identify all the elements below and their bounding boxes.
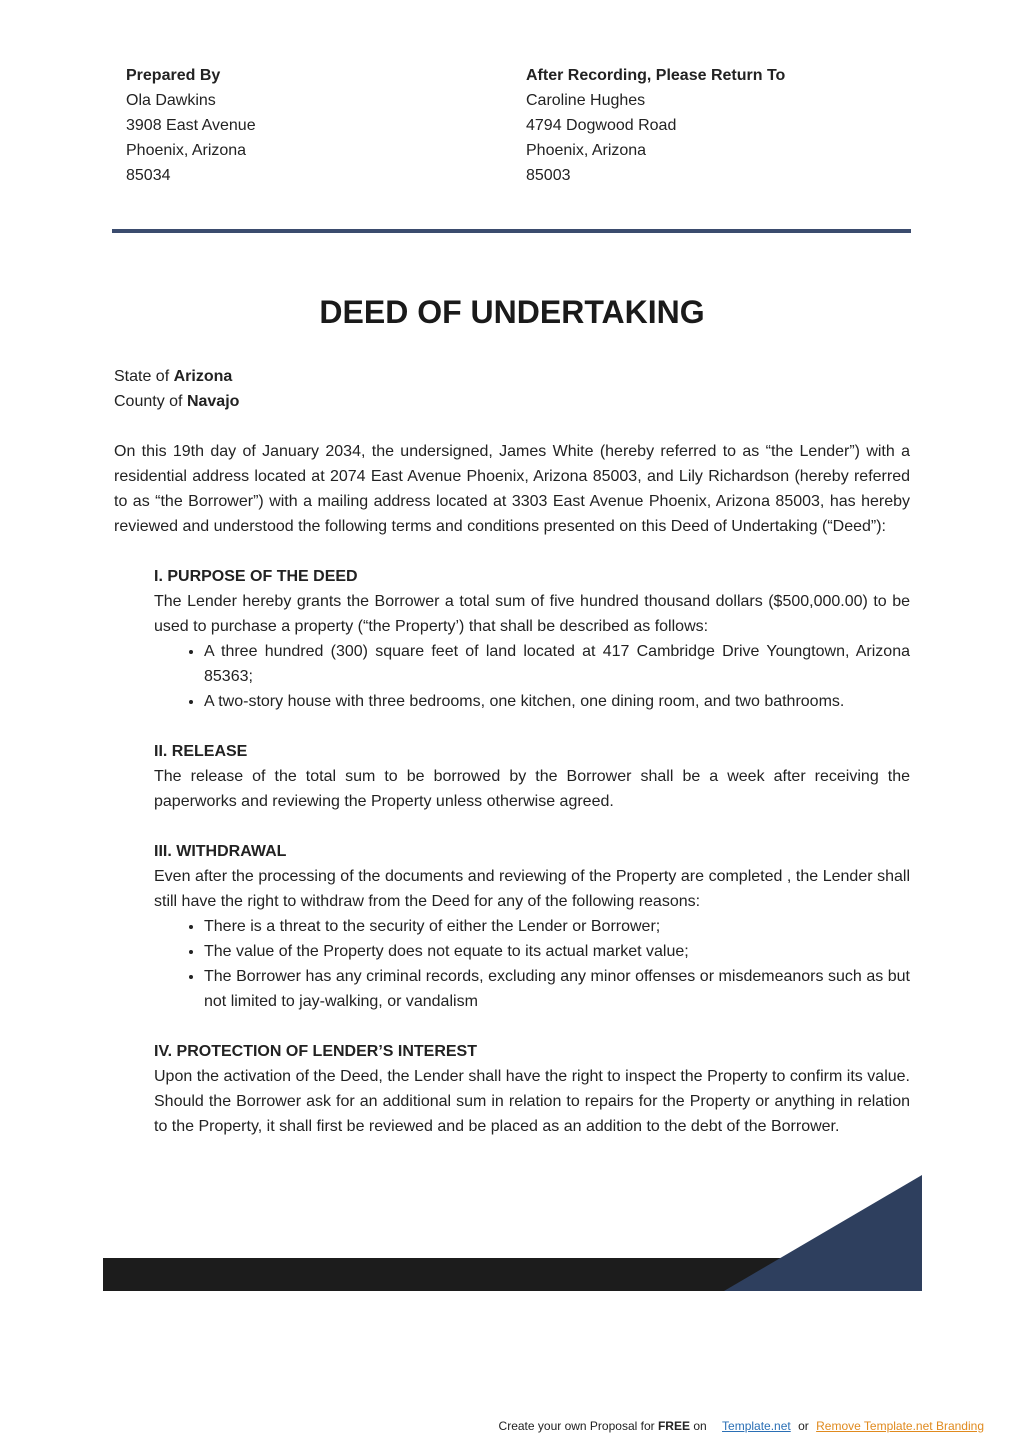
list-item: • The value of the Property does not equate to its actual market value; <box>204 939 910 964</box>
branding-credit <box>499 1419 984 1433</box>
section-heading: IV. PROTECTION OF LENDER’S INTEREST <box>154 1043 477 1060</box>
prepared-by-city-state: Phoenix, Arizona <box>126 142 247 159</box>
section-body: The Lender hereby grants the Borrower a total sum of five hundred thousand dollars ($500,000.00) to be used to purchase a property (“the Property’) that shall be described as follows: <box>154 593 910 635</box>
document-title: DEED OF UNDERTAKING <box>319 294 705 330</box>
county-label: County of <box>114 393 183 410</box>
list-item: • There is a threat to the security of either the Lender or Borrower; <box>204 914 910 939</box>
credit-prefix: Create your own Proposal for <box>498 1419 655 1433</box>
section-body: The release of the total sum to be borrowed by the Borrower shall be a week after receiving the paperworks and reviewing the Property unless otherwise agreed. <box>154 768 910 810</box>
credit-free: FREE <box>657 1419 690 1433</box>
template-net-link[interactable]: Template.net <box>722 1419 791 1433</box>
list-item: • A three hundred (300) square feet of land located at 417 Cambridge Drive Youngtown, Arizona 85363; <box>204 639 910 689</box>
state-value: Arizona <box>173 368 233 385</box>
section-body: Even after the processing of the documents and reviewing of the Property are completed , the Lender shall still have the right to withdraw from the Deed for any of the following reasons: <box>154 868 910 910</box>
prepared-by-zip: 85034 <box>126 167 171 184</box>
section-heading: II. RELEASE <box>154 743 248 760</box>
return-to-street: 4794 Dogwood Road <box>526 117 677 134</box>
return-to-city-state: Phoenix, Arizona <box>526 142 647 159</box>
section-heading: I. PURPOSE OF THE DEED <box>154 568 358 585</box>
intro-paragraph: On this 19th day of January 2034, the undersigned, James White (hereby referred to as “the Lender”) with a residential address located at 2074 East Avenue Phoenix, Arizona 85003, and Lily Richardson (hereby referred to as “the Borrower”) with a mailing address located at 3303 East Avenue Phoenix, Arizona 85003, has hereby reviewed and understood the following terms and conditions presented on this Deed of Undertaking (“Deed”): <box>114 443 910 535</box>
section-body: Upon the activation of the Deed, the Lender shall have the right to inspect the Property to confirm its value. Should the Borrower ask for an additional sum in relation to repairs for the Property or anything in relation to the Property, it shall first be reviewed and be placed as an addition to the debt of the Borrower. <box>154 1068 910 1135</box>
prepared-by-heading: Prepared By <box>126 67 221 84</box>
list-item: • A two-story house with three bedrooms, one kitchen, one dining room, and two bathrooms. <box>204 689 910 714</box>
list-item: • The Borrower has any criminal records, excluding any minor offenses or misdemeanors such as but not limited to jay-walking, or vandalism <box>204 964 910 1014</box>
return-to-name: Caroline Hughes <box>526 92 646 109</box>
return-to-heading: After Recording, Please Return To <box>526 67 786 84</box>
credit-on: on <box>693 1419 707 1433</box>
prepared-by-street: 3908 East Avenue <box>126 117 256 134</box>
state-label: State of <box>114 368 170 385</box>
remove-branding-link[interactable]: Remove Template.net Branding <box>816 1419 984 1433</box>
prepared-by-name: Ola Dawkins <box>126 92 216 109</box>
return-to-zip: 85003 <box>526 167 571 184</box>
county-value: Navajo <box>186 393 240 410</box>
credit-or: or <box>798 1419 809 1433</box>
section-heading: III. WITHDRAWAL <box>154 843 287 860</box>
